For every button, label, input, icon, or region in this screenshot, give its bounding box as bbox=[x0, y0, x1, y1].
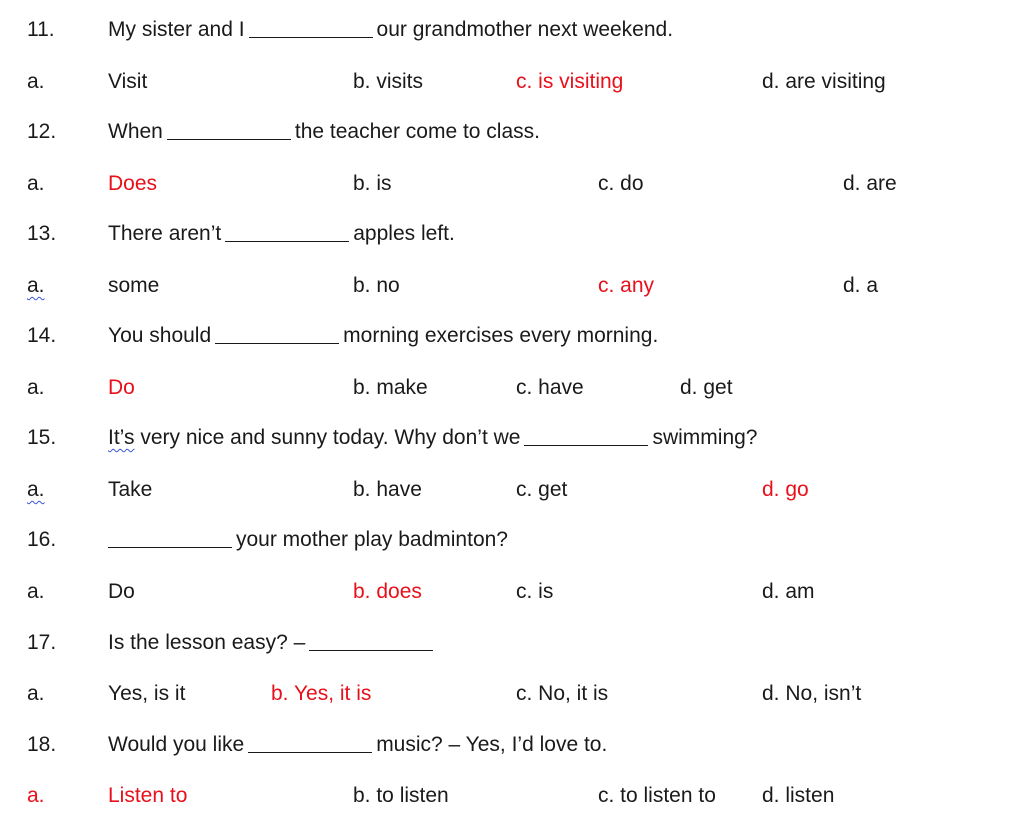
option-a: Do bbox=[108, 376, 135, 399]
question-row bbox=[0, 117, 1024, 147]
option-c: c. to listen to bbox=[598, 784, 716, 807]
question-row bbox=[0, 628, 1024, 658]
stem-text: very nice and sunny today. Why don’t we bbox=[140, 426, 521, 449]
stem-text: apples left. bbox=[353, 222, 455, 245]
option-d: d. are bbox=[843, 172, 897, 195]
question-number: 17. bbox=[27, 631, 57, 654]
options-row bbox=[0, 679, 1024, 709]
question-stem bbox=[108, 15, 673, 45]
stem-text: There aren’t bbox=[108, 222, 222, 245]
answer-blank bbox=[108, 546, 232, 548]
question-number: 15. bbox=[27, 426, 57, 449]
option-d: d. a bbox=[843, 274, 879, 297]
options-row bbox=[0, 781, 1024, 811]
answer-blank bbox=[248, 751, 372, 753]
question-row bbox=[0, 730, 1024, 760]
question-stem bbox=[108, 219, 455, 249]
option-letter: a. bbox=[27, 682, 45, 705]
question-stem bbox=[108, 525, 508, 555]
option-letter: a. bbox=[27, 376, 45, 399]
stem-text: Would you like bbox=[108, 733, 245, 756]
option-a: Visit bbox=[108, 70, 148, 93]
option-b: b. is bbox=[353, 172, 392, 195]
answer-blank bbox=[167, 138, 291, 140]
stem-text: your mother play badminton? bbox=[236, 528, 508, 551]
stem-text: When bbox=[108, 120, 163, 143]
option-c: c. have bbox=[516, 376, 584, 399]
option-c: c. is bbox=[516, 580, 554, 603]
option-b: b. Yes, it is bbox=[271, 682, 372, 705]
option-d: d. are visiting bbox=[762, 70, 886, 93]
answer-blank bbox=[249, 36, 373, 38]
question-stem bbox=[108, 321, 658, 351]
stem-text: our grandmother next weekend. bbox=[376, 18, 674, 41]
option-b: b. does bbox=[353, 580, 422, 603]
options-row bbox=[0, 373, 1024, 403]
question-number: 18. bbox=[27, 733, 57, 756]
option-letter: a. bbox=[27, 70, 45, 93]
question-number: 13. bbox=[27, 222, 57, 245]
question-number: 16. bbox=[27, 528, 57, 551]
stem-text: morning exercises every morning. bbox=[343, 324, 659, 347]
stem-text: It’s bbox=[108, 426, 135, 449]
options-row bbox=[0, 475, 1024, 505]
option-d: d. No, isn’t bbox=[762, 682, 862, 705]
option-b: b. visits bbox=[353, 70, 424, 93]
question-row bbox=[0, 525, 1024, 555]
option-a: Yes, is it bbox=[108, 682, 186, 705]
option-b: b. no bbox=[353, 274, 400, 297]
question-stem bbox=[108, 423, 758, 453]
option-a: Take bbox=[108, 478, 153, 501]
option-letter: a. bbox=[27, 172, 45, 195]
options-row bbox=[0, 577, 1024, 607]
options-row bbox=[0, 169, 1024, 199]
stem-text: swimming? bbox=[652, 426, 758, 449]
question-row bbox=[0, 321, 1024, 351]
question-stem bbox=[108, 730, 607, 760]
option-c: c. get bbox=[516, 478, 568, 501]
question-number: 11. bbox=[27, 18, 55, 41]
answer-blank bbox=[225, 240, 349, 242]
options-row bbox=[0, 271, 1024, 301]
stem-text: the teacher come to class. bbox=[294, 120, 540, 143]
option-letter: a. bbox=[27, 478, 45, 501]
answer-blank bbox=[309, 649, 433, 651]
option-letter: a. bbox=[27, 784, 45, 807]
question-row bbox=[0, 15, 1024, 45]
options-row bbox=[0, 67, 1024, 97]
question-number: 12. bbox=[27, 120, 57, 143]
option-a: Does bbox=[108, 172, 158, 195]
question-number: 14. bbox=[27, 324, 57, 347]
option-c: c. any bbox=[598, 274, 655, 297]
stem-text: Is the lesson easy? – bbox=[108, 631, 306, 654]
option-c: c. do bbox=[598, 172, 644, 195]
stem-text: My sister and I bbox=[108, 18, 245, 41]
option-b: b. make bbox=[353, 376, 428, 399]
option-a: Do bbox=[108, 580, 135, 603]
option-d: d. am bbox=[762, 580, 815, 603]
stem-text: music? – Yes, I’d love to. bbox=[376, 733, 608, 756]
option-c: c. is visiting bbox=[516, 70, 624, 93]
option-d: d. listen bbox=[762, 784, 835, 807]
option-b: b. to listen bbox=[353, 784, 449, 807]
option-letter: a. bbox=[27, 274, 45, 297]
option-c: c. No, it is bbox=[516, 682, 609, 705]
answer-blank bbox=[524, 444, 648, 446]
option-letter: a. bbox=[27, 580, 45, 603]
option-d: d. go bbox=[762, 478, 809, 501]
option-d: d. get bbox=[680, 376, 733, 399]
stem-text: You should bbox=[108, 324, 212, 347]
question-stem bbox=[108, 117, 540, 147]
question-stem bbox=[108, 628, 437, 658]
option-b: b. have bbox=[353, 478, 422, 501]
option-a: some bbox=[108, 274, 160, 297]
question-row bbox=[0, 219, 1024, 249]
answer-blank bbox=[215, 342, 339, 344]
question-row bbox=[0, 423, 1024, 453]
option-a: Listen to bbox=[108, 784, 188, 807]
